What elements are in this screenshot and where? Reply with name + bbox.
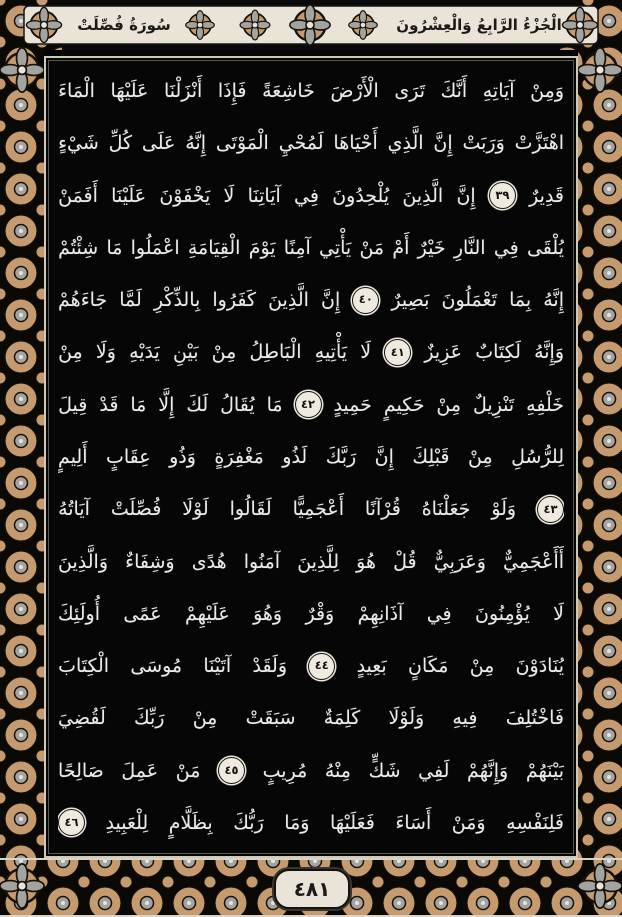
quran-word: يُلْقَى [526,236,564,259]
quran-word: لَا [360,341,372,364]
quran-word: وَعَرَبِيٌّ [433,550,486,573]
quran-word: كُلِّ [108,132,133,155]
quran-word: وَشِفَاءٌ [125,550,175,573]
quran-word: عَلَيْهَا [110,80,149,102]
quran-word: آذَانِهِمْ [357,602,404,625]
verse-number-medallion: ٤٤ [308,653,335,680]
quran-word: شَكٍّ [368,759,401,782]
quran-word: لَا [223,184,235,207]
quran-line [58,66,564,116]
verse-number-medallion: ٤٣ [537,496,564,523]
quran-word: سَبَقَتْ [245,707,296,730]
quran-word: لَمَّا [119,289,142,312]
quran-word: خَلْفِهِ [526,393,564,416]
quran-word: إِنَّ [433,132,453,155]
quran-word: مَكَانٍ [408,655,449,678]
quran-word: قَدِيرٌ [529,184,564,207]
quran-word: تَنْزِيلٌ [473,393,515,416]
quran-word: فَاخْتُلِفَ [505,707,564,730]
quran-word: يَأْتِيهِ [314,341,348,364]
quran-word: آيَاتِنَا [247,184,281,207]
quran-word: مَنْ [175,759,201,782]
quran-word: مُرِيبٍ [262,759,308,782]
quran-word: مِنْ [192,707,218,730]
quran-word: عَلَيْنَا [111,184,147,207]
quran-word: بَصِيرٌ [391,289,430,312]
quran-word: مُوسَى [130,655,183,678]
verse-number-medallion: ٤٦ [58,809,85,836]
quran-word: مَا [106,236,123,259]
quran-word: قُلْ [393,550,417,573]
quran-word: يُلْحِدُونَ [332,184,390,207]
quran-word: إِنَّهُ [185,132,206,155]
quran-word: فَلِنَفْسِهِ [506,811,564,834]
quran-word: أَأَعْجَمِيٌّ [503,550,564,573]
quran-line [58,746,564,796]
quran-word: آتَيْنَا [203,655,232,678]
quran-line [58,327,564,377]
quran-word: فَإِذَا [217,80,247,102]
quran-word: لَكَ [186,393,209,416]
quran-word: لَمُحْيِ [278,132,324,155]
quran-word: يَوْمَ [248,236,276,259]
quran-word: فَعَلَيْهَا [329,811,375,834]
quran-word: عَمِلَ [121,759,159,782]
quran-word: الَّذِينَ [268,289,309,312]
quran-word: رَبُّكَ [233,811,264,834]
quran-word: آيَاتِهِ [482,80,515,102]
quran-word: وَلَوْلَا [388,707,425,730]
quran-word: إِنَّ [374,445,394,468]
quran-word: فِيهِ [452,707,478,730]
quran-word: وَمَنْ [451,811,486,834]
quran-word: لَذُو [282,445,308,468]
quran-line [58,589,564,639]
quran-word: وَقْرٌ [305,602,335,625]
quran-word: فِي [493,236,519,259]
quran-word: أَنْزَلْنَا [163,80,203,102]
quran-word: يَأْتِي [319,236,352,259]
quran-word: فُصِّلَتْ [110,498,162,521]
quran-word: تَرَى [394,80,425,102]
quran-word: قُرْآنًا [364,498,401,521]
quran-word: عَزِيزٌ [424,341,463,364]
quran-word: بَيْنَهُمْ [525,759,564,782]
quran-word: اعْمَلُوا [130,236,180,259]
quran-word: أُولَئِكَ [58,602,101,625]
quran-word: وَلَوْ [491,498,517,521]
quran-word: إِنَّهُ [543,289,564,312]
quran-word: إِلَّا [158,393,175,416]
quran-word: وَإِنَّهُ [534,341,564,364]
quran-word: شَيْءٍ [58,132,99,155]
quran-word: لِلَّذِينَ [297,550,339,573]
quran-word: الَّذِينَ [402,184,444,207]
quran-word: إِنَّ [320,289,341,312]
header-juz-label: الْجُزْءُ الرَّابِعُ وَالْعِشْرُونَ [396,16,562,34]
quran-word: أَعْجَمِيًّا [292,498,344,521]
quran-word: بَيْنِ [173,341,199,364]
page-number: ٤٨١ [293,877,331,901]
quran-word: الْقِيَامَةِ [187,236,241,259]
quran-word: مِنْ [211,341,237,364]
quran-word: حَكِيمٍ [383,393,425,416]
quran-line [58,118,564,168]
header-surah-label: سُورَةُ فُصِّلَتْ [77,16,171,34]
quran-word: يُقَالُ [220,393,255,416]
quran-word: إِنَّ [456,184,476,207]
quran-word: أَمْ [392,236,410,259]
quran-word: مَغْفِرَةٍ [214,445,264,468]
page-number-cartouche [274,869,350,909]
quran-word: أَسَاءَ [395,811,432,834]
quran-line [58,798,564,848]
quran-line [58,432,564,482]
quran-word: الْمَوْتَى [215,132,269,155]
quran-word: مَنْ [359,236,385,259]
quran-word: بِظَلَّامٍ [168,811,213,834]
quran-word: قَبْلِكَ [412,445,450,468]
quran-word: الَّذِي [387,132,424,155]
quran-word: وَلَقَدْ [252,655,288,678]
quran-word: اهْتَزَّتْ [514,132,564,155]
quran-word: يَدَيْهِ [129,341,160,364]
quran-word: رَبَّكَ [325,445,357,468]
quran-word: وَذُو [169,445,196,468]
quran-text-panel [44,56,578,858]
quran-word: قِيلَ [58,393,88,416]
quran-word: لِلْعَبِيدِ [105,811,149,834]
quran-word: شِئْتُمْ [58,236,99,259]
quran-word: الْبَاطِلُ [249,341,302,364]
quran-word: أَفَمَنْ [58,184,98,207]
quran-word: عَلَى [141,132,176,155]
quran-word: وَلَا [95,341,116,364]
quran-word: مِنْ [436,393,462,416]
quran-word: مِنْ [468,445,493,468]
quran-word: آيَاتُهُ [58,498,90,521]
quran-word: خَاشِعَةً [262,80,315,102]
quran-word: صَالِحًا [58,759,104,782]
quran-word: مِنْ [469,655,495,678]
quran-word: يُؤْمِنُونَ [474,602,530,625]
quran-word: رَبِّكَ [133,707,165,730]
quran-word: قَدْ [99,393,119,416]
quran-word: هُوَ [356,550,376,573]
quran-word: بِالذِّكْرِ [153,289,201,312]
quran-word: بَعِيدٍ [356,655,387,678]
quran-line [58,693,564,743]
quran-word: عَمًى [123,602,162,625]
quran-word: الْأَرْضَ [330,80,379,102]
quran-word: لِلرُّسُلِ [511,445,564,468]
quran-word: وَمَا [284,811,310,834]
verse-number-medallion: ٤١ [384,339,411,366]
quran-word: أَحْيَاهَا [333,132,378,155]
quran-word: جَاءَهُمْ [58,289,108,312]
quran-word: مِنْ [58,341,83,364]
quran-word: جَعَلْنَاهُ [421,498,471,521]
quran-word: وَالَّذِينَ [58,550,109,573]
quran-word: فِي [294,184,319,207]
quran-word: تَعْمَلُونَ [441,289,497,312]
quran-word: آمَنُوا [243,550,281,573]
verse-number-medallion: ٤٥ [218,757,245,784]
verse-number-medallion: ٤٢ [295,391,322,418]
quran-line [58,380,564,430]
quran-word: عِقَابٍ [105,445,151,468]
quran-word: أَلِيمٍ [58,445,88,468]
quran-word: مَا [130,393,147,416]
quran-word: لَفِي [418,759,450,782]
quran-line [58,223,564,273]
quran-word: خَيْرٌ [417,236,446,259]
quran-line [58,537,564,587]
quran-word: مِنْهُ [324,759,351,782]
quran-word: وَإِنَّهُمْ [467,759,509,782]
quran-word: بِمَا [509,289,532,312]
quran-word: عَلَيْهِمْ [184,602,230,625]
quran-word: وَهُوَ [253,602,283,625]
quran-word: لَا [553,602,564,625]
quran-word: وَرَبَتْ [462,132,505,155]
quran-word: هُدًى [191,550,227,573]
quran-word: لَكِتَابٌ [475,341,521,364]
verse-number-medallion: ٣٩ [489,182,516,209]
quran-word: لَوْلَا [182,498,209,521]
quran-line [58,641,564,691]
verse-number-medallion: ٤٠ [352,287,379,314]
quran-word: فِي [426,602,452,625]
quran-word: آمِنًا [283,236,311,259]
quran-word: يَخْفَوْنَ [159,184,211,207]
quran-line [58,171,564,221]
quran-line [58,484,564,534]
quran-word: الْكِتَابَ [58,655,110,678]
quran-word: وَمِنْ [530,80,564,102]
quran-word: لَقَالُوا [229,498,272,521]
quran-word: النَّارِ [453,236,486,259]
quran-lines [58,66,564,848]
quran-line [58,275,564,325]
quran-word: كَلِمَةٌ [323,707,361,730]
quran-word: مَا [266,393,283,416]
quran-word: كَفَرُوا [212,289,256,312]
quran-word: الْمَاءَ [58,80,95,102]
quran-word: يُنَادَوْنَ [515,655,564,678]
quran-word: لَقُضِيَ [58,707,106,730]
quran-word: أَنَّكَ [440,80,468,102]
quran-word: حَمِيدٍ [333,393,372,416]
